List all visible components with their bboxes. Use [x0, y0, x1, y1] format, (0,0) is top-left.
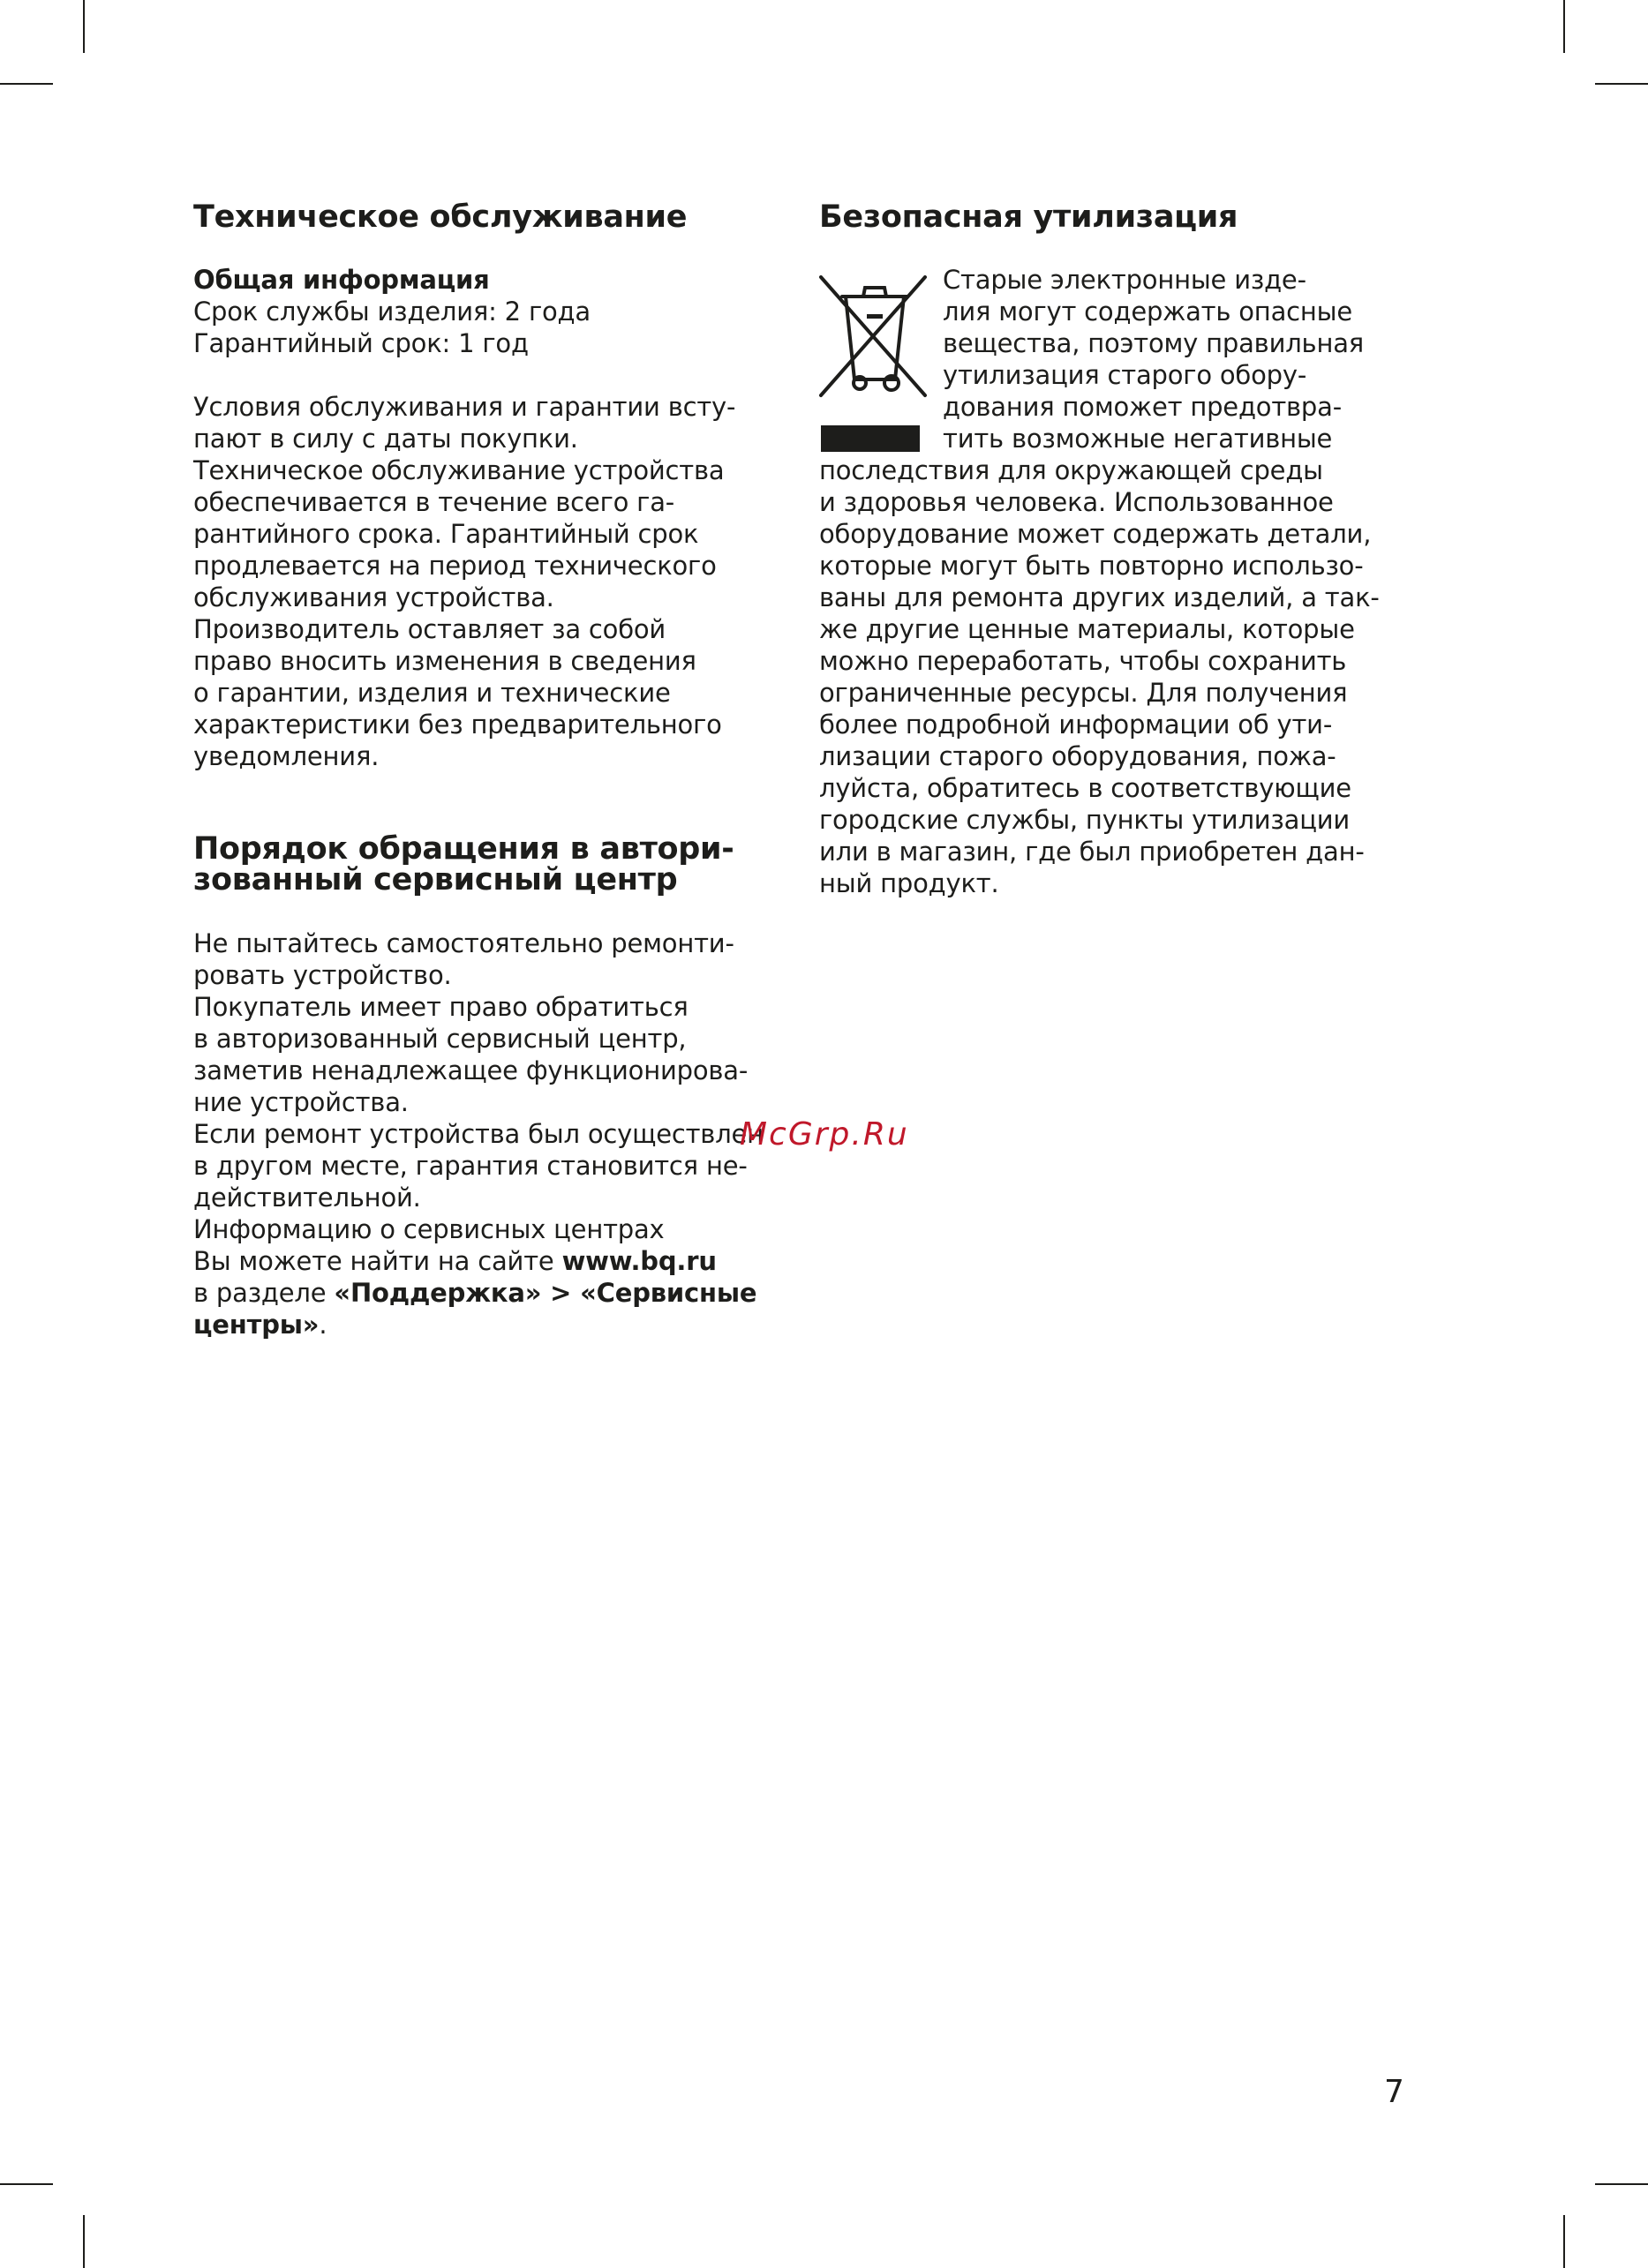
crop-mark	[1595, 83, 1648, 85]
disposal-heading: Безопасная утилизация	[819, 199, 1238, 235]
crop-mark	[1563, 2215, 1565, 2268]
crop-mark	[1563, 0, 1565, 53]
crop-mark	[83, 2215, 85, 2268]
maintenance-section	[193, 201, 794, 772]
general-info-title: Общая информация	[193, 265, 490, 295]
service-body: Не пытайтесь самостоятельно ремонти- ровать устройство. Покупатель имеет право обратиться в авторизованный сервисный центр, заметив ненадлежащее функционирова- ние устройства. Если ремонт устройства был осуществлен в другом месте, гарантия становится не- действительной. Информацию о сервисных центрах	[193, 928, 764, 1244]
crop-mark	[1595, 2183, 1648, 2185]
disposal-intro: Старые электронные изде- лия могут содержать опасные вещества, поэтому правильная утилизация старого обору- дования поможет предотвра- тить возможные негативные	[943, 265, 1365, 454]
service-section-line-2	[193, 1309, 794, 1341]
crop-mark	[0, 83, 53, 85]
support-section-link[interactable]: «Поддержка» > «Сервисные	[334, 1278, 757, 1308]
page-number: 7	[1384, 2074, 1404, 2110]
crop-mark	[83, 0, 85, 53]
section-prefix: в разделе	[193, 1278, 335, 1308]
general-info-lines: Срок службы изделия: 2 года Гарантийный срок: 1 год	[193, 297, 591, 358]
maintenance-heading: Техническое обслуживание	[193, 199, 688, 235]
section-suffix: .	[319, 1310, 327, 1340]
site-prefix: Вы можете найти на сайте	[193, 1246, 562, 1276]
service-section-line	[193, 1277, 794, 1309]
support-section-link-cont[interactable]: центры»	[193, 1310, 320, 1340]
right-column	[819, 201, 1437, 899]
watermark: McGrp.Ru	[740, 1116, 909, 1153]
crossed-out-bin-icon	[819, 275, 929, 457]
service-heading: Порядок обращения в автори- зованный сервисный центр	[193, 831, 734, 897]
service-section	[193, 831, 794, 1341]
left-column	[193, 201, 794, 1341]
disposal-body: последствия для окружающей среды и здоровья человека. Использованное оборудование может содержать детали, которые могут быть повторно использо- ваны для ремонта других изделий, а так- же другие ценные материалы, которые можно переработать, чтобы сохранить ограниченные ресурсы. Для получения более подробной информации об ути- лизации старого оборудования, пожа- луйста, обратитесь в соответствующие городские службы, пункты утилизации или в магазин, где был приобретен дан- ный продукт.	[819, 455, 1380, 898]
crop-mark	[0, 2183, 53, 2185]
service-site-line	[193, 1245, 794, 1277]
disposal-section	[819, 201, 1437, 899]
site-link[interactable]: www.bq.ru	[561, 1246, 717, 1276]
maintenance-body: Условия обслуживания и гарантии всту- пают в силу с даты покупки. Техническое обслуживание устройства обеспечивается в течение всего га- рантийного срока. Гарантийный срок продлевается на период технического обслуживания устройства. Производитель оставляет за собой право вносить изменения в сведения о гарантии, изделия и технические характеристики без предварительного уведомления.	[193, 392, 736, 771]
